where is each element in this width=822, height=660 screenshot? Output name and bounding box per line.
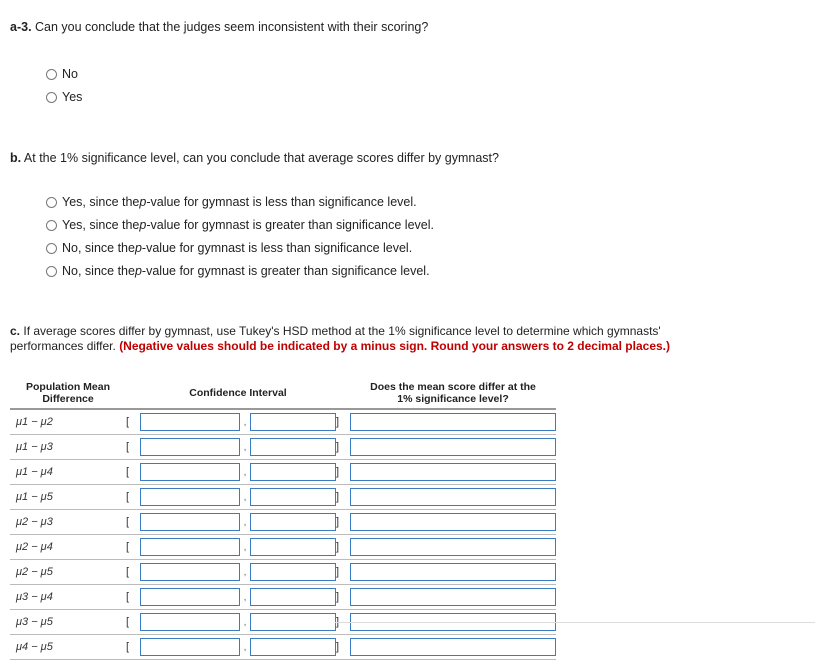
differ-select[interactable] bbox=[350, 588, 556, 606]
differ-cell bbox=[350, 460, 556, 485]
difference-label: μ2 − μ5 bbox=[10, 560, 126, 585]
open-bracket: [ bbox=[126, 535, 140, 560]
differ-select[interactable] bbox=[350, 488, 556, 506]
close-bracket: ] bbox=[336, 560, 350, 585]
table-row bbox=[10, 510, 556, 535]
difference-label: μ1 − μ4 bbox=[10, 460, 126, 485]
interval-upper-input[interactable] bbox=[250, 513, 336, 531]
difference-label: μ3 − μ4 bbox=[10, 585, 126, 610]
col-header-difference bbox=[10, 378, 126, 409]
col-header-interval bbox=[126, 378, 350, 409]
open-bracket: [ bbox=[126, 485, 140, 510]
differ-cell bbox=[350, 510, 556, 535]
a3-option-no[interactable] bbox=[46, 67, 78, 81]
comma: , bbox=[240, 585, 250, 610]
b-option-1[interactable] bbox=[46, 195, 417, 209]
table-row bbox=[10, 535, 556, 560]
differ-select[interactable] bbox=[350, 463, 556, 481]
p-symbol: p bbox=[139, 218, 147, 232]
difference-label: μ1 − μ5 bbox=[10, 485, 126, 510]
close-bracket: ] bbox=[336, 585, 350, 610]
interval-lower-cell bbox=[140, 635, 240, 660]
comma: , bbox=[240, 610, 250, 635]
table-row bbox=[10, 435, 556, 460]
interval-upper-input[interactable] bbox=[250, 613, 336, 631]
question-c bbox=[10, 324, 815, 354]
comma: , bbox=[240, 560, 250, 585]
interval-lower-cell bbox=[140, 435, 240, 460]
open-bracket: [ bbox=[126, 460, 140, 485]
interval-upper-cell bbox=[250, 610, 336, 635]
difference-label: μ3 − μ5 bbox=[10, 610, 126, 635]
comma: , bbox=[240, 435, 250, 460]
close-bracket: ] bbox=[336, 435, 350, 460]
interval-lower-cell bbox=[140, 510, 240, 535]
table-header-row bbox=[10, 378, 556, 409]
question-a3-label: a-3. bbox=[10, 20, 32, 34]
comma: , bbox=[240, 460, 250, 485]
question-c-note: (Negative values should be indicated by a minus sign. Round your answers to 2 decimal places.) bbox=[119, 339, 670, 353]
interval-upper-input[interactable] bbox=[250, 413, 336, 431]
p-symbol: p bbox=[134, 264, 142, 278]
radio-icon[interactable] bbox=[46, 220, 57, 231]
interval-lower-input[interactable] bbox=[140, 588, 240, 606]
p-symbol: p bbox=[134, 241, 142, 255]
open-bracket: [ bbox=[126, 635, 140, 660]
radio-icon[interactable] bbox=[46, 266, 57, 277]
question-b-label: b. bbox=[10, 151, 22, 165]
p-symbol: p bbox=[139, 195, 147, 209]
interval-lower-input[interactable] bbox=[140, 563, 240, 581]
table-row bbox=[10, 485, 556, 510]
table-row bbox=[10, 409, 556, 435]
radio-icon[interactable] bbox=[46, 243, 57, 254]
differ-cell bbox=[350, 409, 556, 435]
interval-upper-input[interactable] bbox=[250, 538, 336, 556]
comma: , bbox=[240, 510, 250, 535]
close-bracket: ] bbox=[336, 460, 350, 485]
differ-select[interactable] bbox=[350, 438, 556, 456]
differ-select[interactable] bbox=[350, 513, 556, 531]
interval-lower-input[interactable] bbox=[140, 638, 240, 656]
interval-lower-input[interactable] bbox=[140, 463, 240, 481]
b-option-3[interactable] bbox=[46, 241, 412, 255]
question-c-text: If average scores differ by gymnast, use Tukey's HSD method at the 1% significance level to determine which gymnasts' bbox=[23, 324, 661, 338]
interval-upper-input[interactable] bbox=[250, 463, 336, 481]
difference-label: μ2 − μ4 bbox=[10, 535, 126, 560]
col-header-differ-line2: 1% significance level? bbox=[397, 393, 509, 405]
interval-lower-cell bbox=[140, 409, 240, 435]
a3-option-yes[interactable] bbox=[46, 90, 82, 104]
interval-upper-cell bbox=[250, 409, 336, 435]
comma: , bbox=[240, 485, 250, 510]
comma: , bbox=[240, 409, 250, 435]
table-row bbox=[10, 585, 556, 610]
b-option-text: No, since the bbox=[62, 241, 135, 255]
question-c-label: c. bbox=[10, 324, 21, 338]
interval-lower-cell bbox=[140, 560, 240, 585]
differ-cell bbox=[350, 485, 556, 510]
open-bracket: [ bbox=[126, 409, 140, 435]
interval-upper-cell bbox=[250, 435, 336, 460]
radio-icon[interactable] bbox=[46, 69, 57, 80]
b-option-text: -value for gymnast is less than significance level. bbox=[146, 195, 417, 209]
b-option-4[interactable] bbox=[46, 264, 430, 278]
interval-lower-cell bbox=[140, 610, 240, 635]
col-header-difference-line2: Difference bbox=[42, 393, 94, 405]
close-bracket: ] bbox=[336, 485, 350, 510]
interval-lower-input[interactable] bbox=[140, 438, 240, 456]
col-header-differ bbox=[350, 378, 556, 409]
interval-upper-input[interactable] bbox=[250, 588, 336, 606]
b-option-text: -value for gymnast is less than significance level. bbox=[141, 241, 413, 255]
table-row bbox=[10, 635, 556, 660]
radio-icon[interactable] bbox=[46, 197, 57, 208]
question-a3-text: Can you conclude that the judges seem inconsistent with their scoring? bbox=[35, 20, 429, 34]
interval-lower-input[interactable] bbox=[140, 613, 240, 631]
difference-label: μ1 − μ3 bbox=[10, 435, 126, 460]
question-a3 bbox=[10, 20, 428, 34]
close-bracket: ] bbox=[336, 409, 350, 435]
radio-icon[interactable] bbox=[46, 92, 57, 103]
interval-upper-input[interactable] bbox=[250, 438, 336, 456]
b-option-text: Yes, since the bbox=[62, 218, 140, 232]
interval-lower-cell bbox=[140, 485, 240, 510]
interval-lower-cell bbox=[140, 460, 240, 485]
differ-select[interactable] bbox=[350, 538, 556, 556]
b-option-text: Yes, since the bbox=[62, 195, 140, 209]
divider bbox=[335, 622, 815, 623]
interval-upper-cell bbox=[250, 485, 336, 510]
interval-lower-cell bbox=[140, 535, 240, 560]
col-header-interval-text: Confidence Interval bbox=[189, 387, 287, 399]
open-bracket: [ bbox=[126, 585, 140, 610]
b-option-text: -value for gymnast is greater than significance level. bbox=[141, 264, 430, 278]
table-row bbox=[10, 460, 556, 485]
a3-option-no-label: No bbox=[62, 67, 78, 81]
interval-lower-input[interactable] bbox=[140, 413, 240, 431]
b-option-2[interactable] bbox=[46, 218, 434, 232]
differ-select[interactable] bbox=[350, 638, 556, 656]
interval-lower-input[interactable] bbox=[140, 513, 240, 531]
open-bracket: [ bbox=[126, 560, 140, 585]
question-b bbox=[10, 151, 499, 165]
interval-upper-cell bbox=[250, 560, 336, 585]
interval-upper-cell bbox=[250, 510, 336, 535]
difference-label: μ1 − μ2 bbox=[10, 409, 126, 435]
col-header-difference-line1: Population Mean bbox=[26, 381, 110, 393]
a3-option-yes-label: Yes bbox=[62, 90, 83, 104]
close-bracket: ] bbox=[336, 535, 350, 560]
interval-lower-input[interactable] bbox=[140, 488, 240, 506]
table-row bbox=[10, 560, 556, 585]
differ-select[interactable] bbox=[350, 563, 556, 581]
comma: , bbox=[240, 535, 250, 560]
differ-cell bbox=[350, 535, 556, 560]
open-bracket: [ bbox=[126, 610, 140, 635]
interval-upper-input[interactable] bbox=[250, 488, 336, 506]
interval-upper-cell bbox=[250, 585, 336, 610]
open-bracket: [ bbox=[126, 435, 140, 460]
difference-label: μ2 − μ3 bbox=[10, 510, 126, 535]
interval-lower-cell bbox=[140, 585, 240, 610]
differ-cell bbox=[350, 435, 556, 460]
interval-upper-cell bbox=[250, 535, 336, 560]
close-bracket: ] bbox=[336, 510, 350, 535]
question-c-text-2: performances differ. bbox=[10, 339, 116, 353]
interval-upper-input[interactable] bbox=[250, 638, 336, 656]
differ-cell bbox=[350, 560, 556, 585]
differ-select[interactable] bbox=[350, 413, 556, 431]
comma: , bbox=[240, 635, 250, 660]
tukey-table bbox=[10, 378, 556, 660]
interval-lower-input[interactable] bbox=[140, 538, 240, 556]
interval-upper-cell bbox=[250, 635, 336, 660]
differ-cell bbox=[350, 585, 556, 610]
b-option-text: No, since the bbox=[62, 264, 135, 278]
question-b-text: At the 1% significance level, can you conclude that average scores differ by gymnast? bbox=[23, 151, 499, 165]
b-option-text: -value for gymnast is greater than significance level. bbox=[146, 218, 434, 232]
interval-upper-cell bbox=[250, 460, 336, 485]
open-bracket: [ bbox=[126, 510, 140, 535]
interval-upper-input[interactable] bbox=[250, 563, 336, 581]
difference-label: μ4 − μ5 bbox=[10, 635, 126, 660]
col-header-differ-line1: Does the mean score differ at the bbox=[370, 381, 536, 393]
differ-cell bbox=[350, 635, 556, 660]
close-bracket: ] bbox=[336, 635, 350, 660]
